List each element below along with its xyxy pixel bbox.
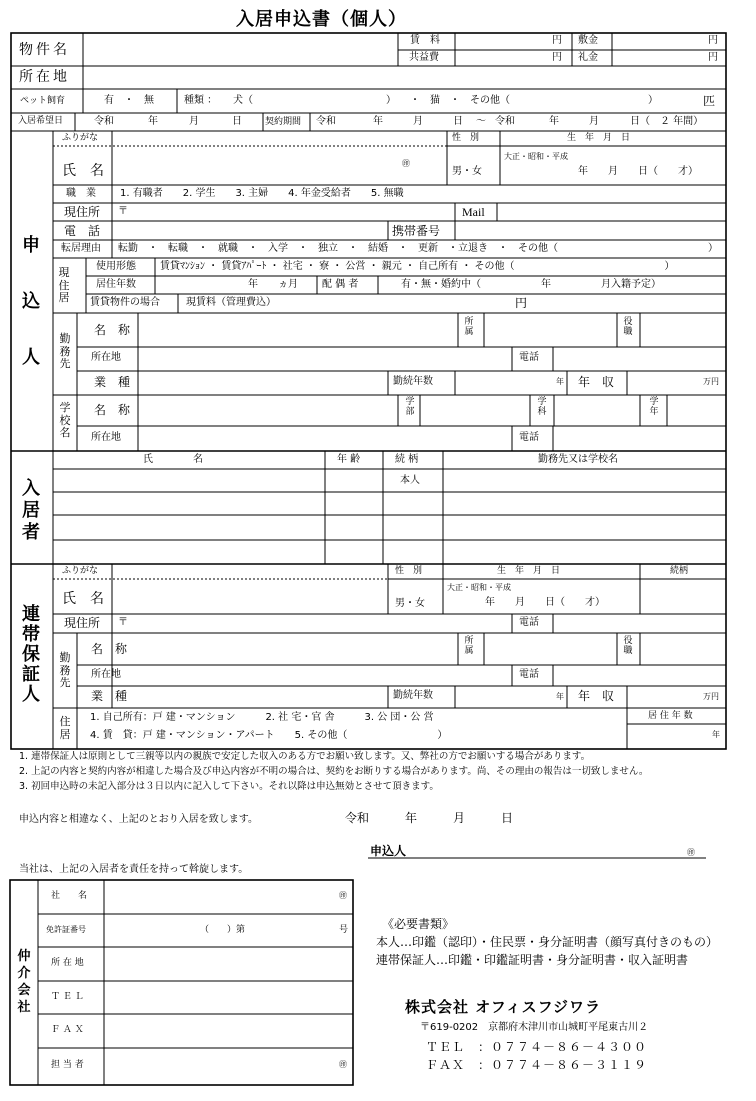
- applicant-furigana-label: ふりがな: [62, 133, 99, 143]
- residents-col-work: 勤務先又は学校名: [538, 454, 618, 465]
- guarantor-residence-years-unit: 年: [712, 730, 720, 739]
- rental-case-label: 賃貸物件の場合: [90, 297, 160, 308]
- rent-yen: 円: [552, 35, 562, 46]
- residents-self-label: 本人: [400, 475, 420, 486]
- company-tel: ＴＥＬ ：０７７４－８６－４３００: [426, 1040, 648, 1054]
- usage-label: 使用形態: [96, 261, 136, 272]
- applicant-sex-label: 性 別: [452, 133, 480, 143]
- sign-date: 令和 年 月 日: [345, 811, 514, 825]
- work-name-field[interactable]: [141, 315, 457, 347]
- pet-dog: 犬（: [233, 95, 253, 106]
- work-tenure-label: 勤続年数: [393, 376, 433, 387]
- guarantor-income-unit: 万円: [703, 692, 719, 701]
- broker-license-label: 免許証番号: [46, 925, 86, 934]
- note-3: 3. 初回申込時の未記入部分は３日以内に記入して下さい。それ以降は申込無効とさせて頂きます。: [19, 781, 439, 792]
- residence-years-value: 年 ヵ月: [248, 279, 298, 290]
- broker-fax-label: Ｆ Ａ Ｘ: [51, 1025, 84, 1035]
- move-in-year: 年: [148, 116, 158, 127]
- applicant-workplace-label: 勤 務 先: [59, 332, 71, 371]
- broker-company-label: 社 名: [51, 891, 88, 901]
- pet-other-close: ）: [648, 95, 658, 106]
- move-in-month: 月: [189, 116, 199, 127]
- applicant-sex-options[interactable]: 男・女: [452, 166, 482, 177]
- contract-month-2: 月: [589, 116, 599, 127]
- school-address-label: 所在地: [91, 432, 121, 443]
- guarantor-era-options[interactable]: 大正・昭和・平成: [447, 583, 511, 592]
- key-money-label: 礼金: [578, 52, 598, 63]
- page-title: 入居申込書（個人）: [236, 9, 407, 30]
- guarantor-work-phone-label: 電話: [519, 669, 539, 680]
- broker-company-seal: ㊞: [339, 891, 347, 900]
- work-income-label: 年 収: [578, 375, 615, 389]
- applicant-job-options[interactable]: 1. 有職者 2. 学生 3. 主婦 4. 年金受給者 5. 無職: [120, 188, 404, 199]
- pet-yesno[interactable]: 有 ・ 無: [104, 95, 154, 106]
- note-2: 2. 上記の内容と契約内容が相違した場合及び申込内容が不明の場合は、契約をお断りする場合があります。尚、その理由の報告は一切致しません。: [19, 766, 649, 777]
- guarantor-tenure-unit: 年: [556, 692, 564, 701]
- guarantor-sex-label: 性 別: [395, 566, 423, 576]
- school-major-label: 学 科: [537, 397, 547, 418]
- key-money-yen: 円: [708, 52, 718, 63]
- residents-col-age: 年 齢: [337, 454, 361, 465]
- deposit-yen: 円: [708, 35, 718, 46]
- common-fee-label: 共益費: [409, 52, 439, 63]
- guarantor-residence-years-label: 居 住 年 数: [648, 711, 693, 721]
- move-in-reiwa: 令和: [94, 116, 114, 127]
- work-dept-label: 所 属: [464, 317, 474, 338]
- contract-month-1: 月: [413, 116, 423, 127]
- property-address-field[interactable]: [86, 68, 726, 89]
- spouse-options[interactable]: 有・無・婚約中（ 年 月入籍予定）: [401, 279, 661, 290]
- contract-tilde: 〜: [476, 116, 486, 127]
- property-name-label: 物件名: [19, 42, 70, 58]
- contract-day-1: 日: [453, 116, 463, 127]
- guarantor-section-label: 連 帯 保 証 人: [22, 604, 40, 705]
- broker-tel-label: Ｔ Ｅ Ｌ: [51, 992, 84, 1002]
- declaration-text: 申込内容と相違なく、上記のとおり入居を致します。: [19, 814, 258, 825]
- current-rent-yen: 円: [515, 296, 528, 310]
- work-industry-label: 業 種: [94, 375, 131, 389]
- applicant-move-reason-options[interactable]: 転勤 ・ 転職 ・ 就職 ・ 入学 ・ 独立 ・ 結婚 ・ 更新 ・立退き ・ その他（ ）: [118, 243, 718, 254]
- applicant-job-label: 職 業: [66, 188, 96, 199]
- usage-options[interactable]: 賃貸ﾏﾝｼｮﾝ ・ 賃貸ｱﾊﾟｰﾄ ・ 社宅 ・ 寮 ・ 公営 ・ 親元 ・ 自己所有 ・ その他（ ）: [160, 261, 675, 272]
- docs-line-applicant: 本人…印鑑（認印）・住民票・身分証明書（顔写真付きのもの）: [376, 935, 719, 949]
- broker-staff-seal: ㊞: [339, 1060, 347, 1069]
- contract-day-2: 日: [630, 116, 640, 127]
- contract-year-1: 年: [373, 116, 383, 127]
- broker-intro-text: 当社は、上記の入居者を責任を持って斡旋します。: [19, 864, 249, 875]
- guarantor-name-label: 氏 名: [62, 591, 104, 607]
- work-income-unit: 万円: [703, 377, 719, 386]
- applicant-section-label: 申 込 人: [22, 235, 40, 368]
- applicant-dob-value: 年 月 日（ 才）: [578, 166, 698, 177]
- broker-license-value: （ ）第: [200, 925, 246, 935]
- guarantor-work-address-label: 所在地: [91, 669, 121, 680]
- contract-reiwa-2: 令和: [495, 116, 515, 127]
- property-address-label: 所在地: [19, 69, 70, 85]
- broker-address-label: 所 在 地: [51, 958, 84, 968]
- applicant-era-options[interactable]: 大正・昭和・平成: [504, 152, 568, 161]
- guarantor-postal-mark: 〒: [118, 617, 128, 628]
- applicant-seal-mark: ㊞: [402, 159, 410, 168]
- applicant-sign-seal: ㊞: [687, 848, 695, 857]
- pet-dog-close: ）: [386, 95, 396, 106]
- spouse-label: 配 偶 者: [322, 279, 359, 290]
- guarantor-current-address-label: 現住所: [64, 616, 101, 630]
- pet-type-label: 種類 ：: [184, 95, 218, 106]
- pet-label: ペット飼育: [20, 96, 66, 106]
- guarantor-dob-value: 年 月 日（ 才）: [485, 597, 605, 608]
- common-yen: 円: [552, 52, 562, 63]
- move-in-label: 入居希望日: [18, 116, 64, 126]
- contract-reiwa-1: 令和: [316, 116, 336, 127]
- guarantor-work-position-label: 役 職: [623, 636, 633, 657]
- guarantor-industry-label: 業 種: [91, 689, 128, 703]
- docs-line-guarantor: 連帯保証人…印鑑・印鑑証明書・身分証明書・収入証明書: [376, 953, 689, 967]
- applicant-phone-label: 電 話: [64, 224, 101, 238]
- school-faculty-label: 学 部: [405, 397, 415, 418]
- residents-section-label: 入 居 者: [22, 478, 40, 543]
- guarantor-income-label: 年 収: [578, 689, 615, 703]
- work-name-label: 名 称: [94, 323, 131, 337]
- guarantor-dwelling-label: 住 居: [59, 715, 71, 741]
- property-name-field[interactable]: [86, 36, 398, 65]
- current-rent-label: 現賃料（管理費込）: [186, 297, 276, 308]
- guarantor-furigana-label: ふりがな: [62, 566, 99, 576]
- broker-license-number: 号: [339, 925, 349, 935]
- company-fax: ＦＡＸ ：０７７４－８６－３１１９: [426, 1058, 648, 1072]
- work-position-label: 役 職: [623, 317, 633, 338]
- school-grade-label: 学 年: [649, 397, 659, 418]
- work-phone-label: 電話: [519, 352, 539, 363]
- applicant-mobile-label: 携帯番号: [392, 224, 441, 238]
- guarantor-dob-label: 生 年 月 日: [497, 566, 561, 576]
- applicant-sign-label: 申込人: [370, 844, 407, 858]
- applicant-name-field[interactable]: [115, 150, 399, 184]
- pet-cat-other: ・ 猫 ・ その他（: [410, 95, 510, 106]
- applicant-move-reason-label: 転居理由: [61, 243, 101, 254]
- guarantor-workplace-label: 勤 務 先: [59, 651, 71, 690]
- contract-label: 契約期間: [265, 117, 302, 127]
- broker-staff-label: 担 当 者: [51, 1060, 84, 1070]
- company-address: 〒619-0202 京都府木津川市山城町平尾東古川２: [420, 1022, 649, 1033]
- pet-count-unit: 匹: [703, 94, 716, 108]
- residents-col-relation: 続 柄: [395, 454, 419, 465]
- applicant-name-label: 氏 名: [62, 163, 104, 179]
- applicant-current-address-label: 現住所: [64, 205, 101, 219]
- residents-col-name: 氏 名: [143, 454, 203, 465]
- guarantor-work-name-label: 名 称: [91, 642, 128, 656]
- guarantor-phone-label: 電話: [519, 617, 539, 628]
- applicant-dob-label: 生 年 月 日: [567, 133, 631, 143]
- applicant-current-residence-label: 現 住 居: [58, 266, 70, 305]
- move-in-day: 日: [232, 116, 242, 127]
- school-phone-label: 電話: [519, 432, 539, 443]
- guarantor-dwelling-options-2[interactable]: 4. 賃 貸：戸 建・マンション・アパート 5. その他（ ）: [90, 730, 448, 741]
- deposit-label: 敷金: [578, 35, 598, 46]
- docs-heading: 《必要書類》: [382, 917, 455, 931]
- guarantor-relation-label: 続柄: [670, 566, 689, 576]
- note-1: 1. 連帯保証人は原則として三親等以内の親族で安定した収入のある方でお願い致します。又、弊社の方でお願いする場合があります。: [19, 751, 591, 762]
- guarantor-tenure-label: 勤続年数: [393, 690, 433, 701]
- guarantor-sex-options[interactable]: 男・女: [395, 598, 425, 609]
- school-name-label: 名 称: [94, 403, 131, 417]
- rent-label: 賃 料: [410, 35, 440, 46]
- contract-year-2: 年: [549, 116, 559, 127]
- broker-section-label: 仲 介 会 社: [17, 949, 31, 1015]
- work-address-label: 所在地: [91, 352, 121, 363]
- work-tenure-unit: 年: [556, 377, 564, 386]
- contract-duration: （ ２ 年間）: [640, 116, 704, 127]
- applicant-postal-mark: 〒: [118, 206, 128, 217]
- company-name: 株式会社 オフィスフジワラ: [405, 998, 601, 1016]
- guarantor-work-dept-label: 所 属: [464, 636, 474, 657]
- applicant-school-label: 学 校 名: [59, 401, 71, 440]
- guarantor-dwelling-options-1[interactable]: 1. 自己所有：戸 建・マンション 2. 社 宅・官 舎 3. 公 団・公 営: [90, 712, 434, 723]
- applicant-mail-label: Mail: [462, 205, 485, 219]
- residence-years-label: 居住年数: [96, 279, 136, 290]
